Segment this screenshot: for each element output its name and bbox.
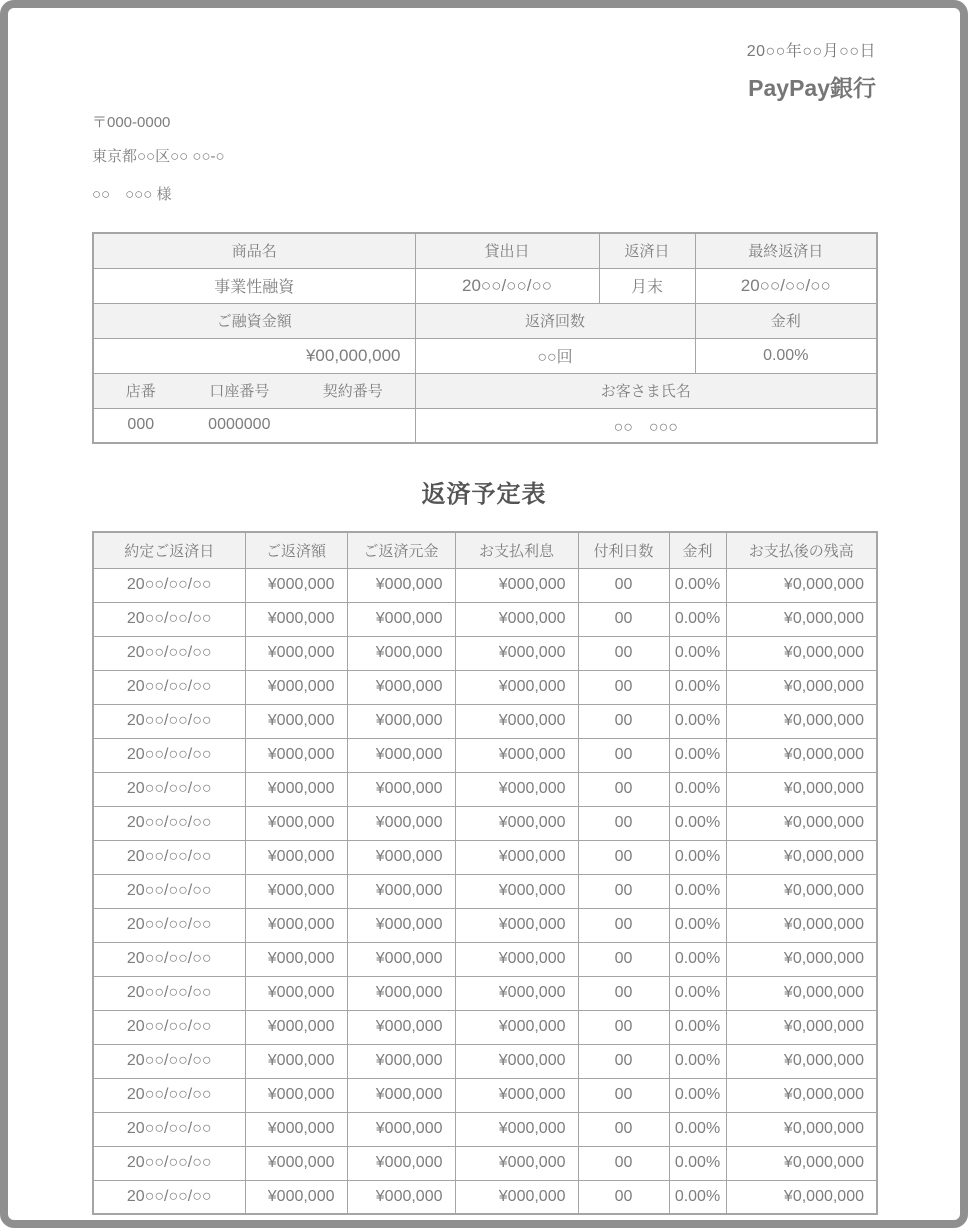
schedule-title: 返済予定表	[421, 481, 547, 508]
schedule-cell: ¥000,000	[245, 704, 347, 738]
schedule-cell: ¥000,000	[245, 636, 347, 670]
schedule-cell: ¥000,000	[455, 1146, 578, 1180]
schedule-cell: ¥000,000	[455, 602, 578, 636]
schedule-row	[93, 636, 877, 670]
schedule-cell: 0.00%	[669, 1078, 726, 1112]
schedule-cell: ¥000,000	[455, 806, 578, 840]
schedule-cell: ¥0,000,000	[726, 908, 877, 942]
schedule-cell: ¥0,000,000	[726, 568, 877, 602]
schedule-row	[93, 976, 877, 1010]
schedule-cell: ¥000,000	[245, 568, 347, 602]
schedule-cell: ¥000,000	[347, 1146, 455, 1180]
schedule-cell: 00	[578, 1112, 669, 1146]
schedule-cell: 00	[578, 704, 669, 738]
schedule-row	[93, 670, 877, 704]
schedule-cell: ¥000,000	[245, 806, 347, 840]
account-number-value: 0000000	[208, 416, 271, 434]
schedule-cell: ¥0,000,000	[726, 772, 877, 806]
repayment-day-value: 月末	[599, 268, 695, 303]
schedule-cell: ¥000,000	[245, 738, 347, 772]
schedule-cell: 00	[578, 976, 669, 1010]
schedule-cell: ¥000,000	[455, 704, 578, 738]
loan-amount-header: ご融資金額	[93, 303, 415, 338]
loan-summary-table	[92, 232, 878, 444]
schedule-cell: 00	[578, 1146, 669, 1180]
schedule-cell: ¥000,000	[455, 1112, 578, 1146]
interest-rate-header: 金利	[695, 303, 877, 338]
schedule-cell: 00	[578, 568, 669, 602]
schedule-cell: 20○○/○○/○○	[93, 1146, 245, 1180]
schedule-row	[93, 1180, 877, 1214]
schedule-cell: 00	[578, 942, 669, 976]
schedule-cell: ¥000,000	[347, 670, 455, 704]
schedule-cell: 20○○/○○/○○	[93, 1112, 245, 1146]
schedule-cell: 00	[578, 806, 669, 840]
schedule-cell: 0.00%	[669, 568, 726, 602]
schedule-cell: 00	[578, 1078, 669, 1112]
schedule-cell: ¥000,000	[455, 670, 578, 704]
schedule-cell: 0.00%	[669, 976, 726, 1010]
schedule-cell: 0.00%	[669, 738, 726, 772]
summary-header-row-1	[93, 233, 877, 268]
schedule-cell: ¥000,000	[347, 602, 455, 636]
schedule-row	[93, 942, 877, 976]
summary-header-row-2	[93, 303, 877, 338]
schedule-cell: ¥000,000	[455, 738, 578, 772]
schedule-cell: ¥000,000	[347, 942, 455, 976]
schedule-cell: ¥0,000,000	[726, 976, 877, 1010]
schedule-cell: ¥0,000,000	[726, 1146, 877, 1180]
schedule-cell: 0.00%	[669, 942, 726, 976]
schedule-cell: ¥000,000	[245, 840, 347, 874]
schedule-cell: 00	[578, 840, 669, 874]
recipient-name: ○○ ○○○ 様	[92, 186, 172, 203]
schedule-cell: 20○○/○○/○○	[93, 602, 245, 636]
schedule-cell: 0.00%	[669, 1010, 726, 1044]
schedule-cell: 0.00%	[669, 704, 726, 738]
schedule-cell: ¥000,000	[347, 568, 455, 602]
recipient-block	[92, 111, 876, 204]
col-header-interest: お支払利息	[455, 532, 578, 568]
schedule-cell: ¥0,000,000	[726, 942, 877, 976]
schedule-cell: ¥0,000,000	[726, 636, 877, 670]
installments-header: 返済回数	[415, 303, 695, 338]
issue-date: 20○○年○○月○○日	[746, 43, 876, 60]
schedule-cell: 00	[578, 1180, 669, 1214]
schedule-cell: 20○○/○○/○○	[93, 1078, 245, 1112]
schedule-cell: 00	[578, 1044, 669, 1078]
schedule-cell: ¥000,000	[245, 1044, 347, 1078]
col-header-balance: お支払後の残高	[726, 532, 877, 568]
schedule-cell: ¥000,000	[245, 1112, 347, 1146]
schedule-cell: ¥000,000	[245, 976, 347, 1010]
schedule-cell: 00	[578, 602, 669, 636]
schedule-row	[93, 1112, 877, 1146]
customer-name-value: ○○ ○○○	[415, 408, 877, 443]
schedule-cell: ¥000,000	[347, 1044, 455, 1078]
schedule-row	[93, 1044, 877, 1078]
schedule-cell: ¥0,000,000	[726, 840, 877, 874]
summary-value-row-1	[93, 268, 877, 303]
loan-amount-value: ¥00,000,000	[93, 338, 415, 373]
schedule-cell: ¥000,000	[347, 738, 455, 772]
loan-date-header: 貸出日	[415, 233, 599, 268]
schedule-cell: ¥0,000,000	[726, 670, 877, 704]
schedule-cell: 20○○/○○/○○	[93, 976, 245, 1010]
schedule-cell: 20○○/○○/○○	[93, 738, 245, 772]
account-headers-cell	[93, 373, 415, 408]
schedule-cell: ¥000,000	[347, 1010, 455, 1044]
schedule-cell: 00	[578, 636, 669, 670]
schedule-cell: ¥0,000,000	[726, 738, 877, 772]
schedule-row	[93, 738, 877, 772]
schedule-cell: ¥000,000	[455, 772, 578, 806]
col-header-repayment-amount: ご返済額	[245, 532, 347, 568]
schedule-cell: 20○○/○○/○○	[93, 942, 245, 976]
schedule-cell: 0.00%	[669, 840, 726, 874]
account-values-cell	[93, 408, 415, 443]
schedule-cell: 0.00%	[669, 1044, 726, 1078]
account-number-header: 口座番号	[209, 383, 270, 400]
schedule-cell: 0.00%	[669, 908, 726, 942]
schedule-cell: ¥0,000,000	[726, 1112, 877, 1146]
repayment-schedule-table	[92, 531, 878, 1215]
schedule-cell: 0.00%	[669, 806, 726, 840]
schedule-cell: 20○○/○○/○○	[93, 908, 245, 942]
schedule-cell: 00	[578, 772, 669, 806]
schedule-cell: ¥000,000	[347, 806, 455, 840]
schedule-cell: ¥0,000,000	[726, 874, 877, 908]
branch-number-value: 000	[127, 416, 155, 434]
schedule-cell: 0.00%	[669, 1112, 726, 1146]
schedule-row	[93, 704, 877, 738]
schedule-cell: ¥000,000	[347, 840, 455, 874]
schedule-cell: ¥0,000,000	[726, 1044, 877, 1078]
schedule-cell: ¥000,000	[455, 1078, 578, 1112]
schedule-cell: ¥000,000	[347, 1078, 455, 1112]
loan-date-value: 20○○/○○/○○	[415, 268, 599, 303]
col-header-due-date: 約定ご返済日	[93, 532, 245, 568]
schedule-cell: ¥000,000	[347, 1112, 455, 1146]
schedule-cell: 20○○/○○/○○	[93, 1180, 245, 1214]
contract-number-value	[291, 416, 414, 434]
recipient-address: 東京都○○区○○ ○○-○	[92, 148, 225, 165]
schedule-cell: 00	[578, 874, 669, 908]
schedule-cell: ¥000,000	[455, 636, 578, 670]
customer-name-header: お客さま氏名	[415, 373, 877, 408]
schedule-cell: ¥000,000	[245, 942, 347, 976]
schedule-cell: 0.00%	[669, 1146, 726, 1180]
schedule-row	[93, 840, 877, 874]
col-header-rate: 金利	[669, 532, 726, 568]
schedule-cell: ¥000,000	[455, 976, 578, 1010]
schedule-cell: ¥000,000	[455, 874, 578, 908]
schedule-cell: ¥000,000	[245, 1180, 347, 1214]
schedule-cell: 20○○/○○/○○	[93, 568, 245, 602]
schedule-row	[93, 1010, 877, 1044]
schedule-cell: 0.00%	[669, 772, 726, 806]
schedule-cell: ¥000,000	[455, 568, 578, 602]
schedule-cell: ¥000,000	[347, 976, 455, 1010]
branch-number-header: 店番	[125, 383, 156, 400]
schedule-row	[93, 874, 877, 908]
schedule-cell: 20○○/○○/○○	[93, 636, 245, 670]
col-header-interest-days: 付利日数	[578, 532, 669, 568]
schedule-cell: ¥0,000,000	[726, 602, 877, 636]
schedule-cell: 20○○/○○/○○	[93, 704, 245, 738]
schedule-cell: ¥000,000	[455, 1044, 578, 1078]
schedule-cell: 0.00%	[669, 874, 726, 908]
schedule-cell: ¥000,000	[245, 1146, 347, 1180]
final-repayment-header: 最終返済日	[695, 233, 877, 268]
schedule-cell: ¥000,000	[347, 908, 455, 942]
schedule-cell: ¥000,000	[455, 942, 578, 976]
schedule-cell: ¥000,000	[455, 1010, 578, 1044]
schedule-cell: ¥0,000,000	[726, 704, 877, 738]
schedule-cell: 0.00%	[669, 602, 726, 636]
schedule-cell: 0.00%	[669, 1180, 726, 1214]
schedule-row	[93, 602, 877, 636]
product-name-header: 商品名	[93, 233, 415, 268]
schedule-cell: ¥000,000	[245, 602, 347, 636]
schedule-cell: ¥000,000	[455, 840, 578, 874]
schedule-cell: 20○○/○○/○○	[93, 670, 245, 704]
contract-number-header: 契約番号	[322, 383, 383, 400]
schedule-cell: 00	[578, 1010, 669, 1044]
schedule-cell: ¥000,000	[347, 874, 455, 908]
schedule-cell: ¥0,000,000	[726, 1078, 877, 1112]
schedule-cell: ¥000,000	[347, 1180, 455, 1214]
recipient-postal-code: 〒000-0000	[92, 114, 171, 131]
col-header-principal: ご返済元金	[347, 532, 455, 568]
schedule-cell: ¥000,000	[347, 772, 455, 806]
final-repayment-value: 20○○/○○/○○	[695, 268, 877, 303]
schedule-cell: 20○○/○○/○○	[93, 1010, 245, 1044]
schedule-cell: ¥000,000	[455, 908, 578, 942]
schedule-cell: 00	[578, 738, 669, 772]
schedule-cell: ¥000,000	[347, 636, 455, 670]
product-name-value: 事業性融資	[93, 268, 415, 303]
schedule-cell: 00	[578, 908, 669, 942]
schedule-cell: ¥000,000	[347, 704, 455, 738]
schedule-header-row	[93, 532, 877, 568]
schedule-cell: ¥000,000	[245, 670, 347, 704]
schedule-table-body	[93, 568, 877, 1214]
schedule-cell: 00	[578, 670, 669, 704]
schedule-cell: ¥000,000	[245, 1078, 347, 1112]
document-content	[8, 38, 960, 1215]
schedule-row	[93, 772, 877, 806]
schedule-row	[93, 908, 877, 942]
schedule-cell: 20○○/○○/○○	[93, 806, 245, 840]
schedule-cell: ¥000,000	[245, 874, 347, 908]
summary-value-row-3	[93, 408, 877, 443]
schedule-cell: ¥000,000	[245, 1010, 347, 1044]
schedule-cell: ¥0,000,000	[726, 1180, 877, 1214]
schedule-cell: ¥0,000,000	[726, 806, 877, 840]
schedule-cell: 20○○/○○/○○	[93, 1044, 245, 1078]
schedule-cell: ¥0,000,000	[726, 1010, 877, 1044]
schedule-cell: 0.00%	[669, 670, 726, 704]
schedule-row	[93, 568, 877, 602]
summary-value-row-2	[93, 338, 877, 373]
schedule-row	[93, 806, 877, 840]
bank-name: PayPay銀行	[748, 75, 876, 101]
schedule-cell: ¥000,000	[455, 1180, 578, 1214]
schedule-row	[93, 1146, 877, 1180]
summary-header-row-3	[93, 373, 877, 408]
schedule-cell: ¥000,000	[245, 908, 347, 942]
repayment-day-header: 返済日	[599, 233, 695, 268]
schedule-cell: 20○○/○○/○○	[93, 840, 245, 874]
schedule-cell: 20○○/○○/○○	[93, 772, 245, 806]
interest-rate-value: 0.00%	[695, 338, 877, 373]
installments-value: ○○回	[415, 338, 695, 373]
schedule-cell: ¥000,000	[245, 772, 347, 806]
schedule-cell: 20○○/○○/○○	[93, 874, 245, 908]
schedule-row	[93, 1078, 877, 1112]
schedule-cell: 0.00%	[669, 636, 726, 670]
